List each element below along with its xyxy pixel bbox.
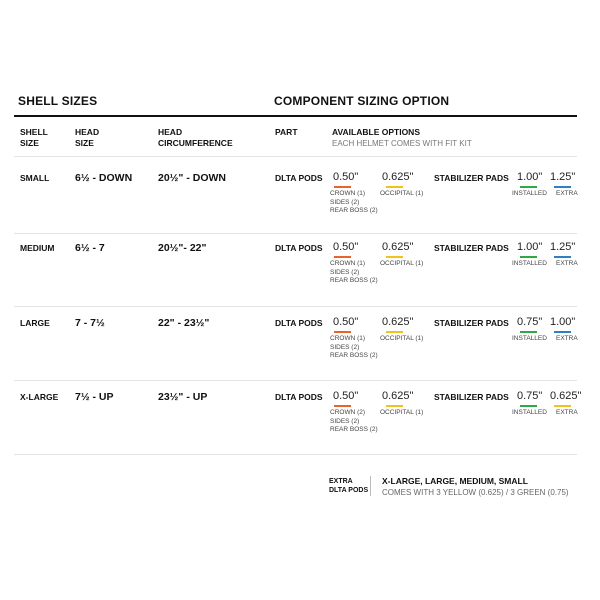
stab-option-2-note: EXTRA	[556, 335, 578, 342]
stab-option-2-note: EXTRA	[556, 260, 578, 267]
col-part: PART	[275, 127, 298, 137]
stab-option-2-color	[554, 331, 571, 333]
pod-note-line: CROWN (1)	[330, 190, 366, 197]
pod-option-1-note	[330, 409, 378, 435]
stab-option-1-color	[520, 186, 537, 188]
bottom-rule	[14, 454, 577, 455]
extra-desc: COMES WITH 3 YELLOW (0.625) / 3 GREEN (0.75)	[382, 488, 569, 497]
stab-option-2-note: EXTRA	[556, 190, 578, 197]
col-shell-size-line2: SIZE	[20, 138, 39, 148]
pod-option-2-color	[386, 186, 403, 188]
pod-option-1: 0.50"	[333, 316, 359, 328]
col-head-size-line2: SIZE	[75, 138, 94, 148]
col-head-circ	[158, 127, 233, 149]
stab-option-1-color	[520, 256, 537, 258]
pod-note-line: REAR BOSS (2)	[330, 352, 378, 359]
stab-option-1-color	[520, 405, 537, 407]
pod-note-line: REAR BOSS (2)	[330, 207, 378, 214]
stab-option-2: 1.25"	[550, 171, 576, 183]
row-stabilizer: STABILIZER PADS	[434, 243, 509, 253]
pod-option-2: 0.625"	[382, 390, 414, 402]
pod-option-2-note: OCCIPITAL (1)	[380, 409, 424, 416]
stab-option-2-color	[554, 186, 571, 188]
table-row	[0, 243, 600, 313]
col-shell-size	[20, 127, 48, 149]
stab-option-1: 0.75"	[517, 316, 543, 328]
pod-option-2: 0.625"	[382, 171, 414, 183]
row-head-circ: 20½"- 22"	[158, 242, 207, 254]
pod-option-2-color	[386, 405, 403, 407]
row-head-size: 6½ - 7	[75, 242, 105, 254]
stab-option-2: 1.00"	[550, 316, 576, 328]
pod-note-line: CROWN (1)	[330, 335, 366, 342]
stab-option-1-color	[520, 331, 537, 333]
stab-option-2: 1.25"	[550, 241, 576, 253]
pod-option-1-note	[330, 190, 378, 216]
row-shell-size: SMALL	[20, 173, 50, 183]
stab-option-2-color	[554, 405, 571, 407]
row-head-size: 7½ - UP	[75, 391, 114, 403]
pod-option-1: 0.50"	[333, 390, 359, 402]
row-head-circ: 22" - 23½"	[158, 317, 210, 329]
pod-option-1-color	[334, 405, 351, 407]
shell-sizes-heading: SHELL SIZES	[18, 94, 98, 108]
extra-label-line2: DLTA PODS	[329, 487, 369, 494]
pod-note-line: REAR BOSS (2)	[330, 277, 378, 284]
row-shell-size: MEDIUM	[20, 243, 55, 253]
component-sizing-heading: COMPONENT SIZING OPTION	[274, 94, 450, 108]
row-part: DLTA PODS	[275, 243, 323, 253]
row-rule	[14, 380, 577, 381]
stab-option-2-color	[554, 256, 571, 258]
stab-option-1: 1.00"	[517, 241, 543, 253]
pod-option-2-color	[386, 256, 403, 258]
col-head-circ-line2: CIRCUMFERENCE	[158, 138, 233, 148]
row-head-size: 6½ - DOWN	[75, 172, 133, 184]
extra-label-line1: EXTRA	[329, 478, 353, 485]
stab-option-1: 0.75"	[517, 390, 543, 402]
col-shell-size-line1: SHELL	[20, 127, 48, 137]
pod-note-line: SIDES (2)	[330, 343, 360, 351]
row-part: DLTA PODS	[275, 392, 323, 402]
extra-sizes: X-LARGE, LARGE, MEDIUM, SMALL	[382, 476, 528, 486]
stab-option-2: 0.625"	[550, 390, 582, 402]
table-row	[0, 392, 600, 462]
header-rule	[14, 156, 577, 157]
extra-label	[329, 477, 368, 495]
col-available-sub: EACH HELMET COMES WITH FIT KIT	[332, 139, 472, 148]
row-stabilizer: STABILIZER PADS	[434, 173, 509, 183]
row-shell-size: X-LARGE	[20, 392, 59, 402]
stab-option-1-note: INSTALLED	[512, 260, 547, 267]
pod-note-line: SIDES (2)	[330, 268, 360, 276]
table-row	[0, 318, 600, 388]
col-head-circ-line1: HEAD	[158, 127, 183, 137]
row-head-size: 7 - 7½	[75, 317, 105, 329]
pod-option-1: 0.50"	[333, 171, 359, 183]
pod-option-2: 0.625"	[382, 241, 414, 253]
row-stabilizer: STABILIZER PADS	[434, 318, 509, 328]
row-part: DLTA PODS	[275, 173, 323, 183]
col-head-size	[75, 127, 99, 149]
stab-option-1-note: INSTALLED	[512, 190, 547, 197]
pod-option-1-note	[330, 335, 378, 361]
row-stabilizer: STABILIZER PADS	[434, 392, 509, 402]
pod-note-line: CROWN (2)	[330, 409, 366, 416]
pod-note-line: SIDES (2)	[330, 417, 360, 425]
pod-option-1-color	[334, 331, 351, 333]
stab-option-1-note: INSTALLED	[512, 409, 547, 416]
row-shell-size: LARGE	[20, 318, 50, 328]
pod-note-line: SIDES (2)	[330, 198, 360, 206]
heading-divider	[14, 115, 577, 117]
pod-option-2-note: OCCIPITAL (1)	[380, 190, 424, 197]
stab-option-2-note: EXTRA	[556, 409, 578, 416]
stab-option-1: 1.00"	[517, 171, 543, 183]
pod-note-line: CROWN (1)	[330, 260, 366, 267]
pod-option-1: 0.50"	[333, 241, 359, 253]
row-head-circ: 20½" - DOWN	[158, 172, 226, 184]
pod-option-1-note	[330, 260, 378, 286]
pod-option-1-color	[334, 256, 351, 258]
col-available: AVAILABLE OPTIONS	[332, 127, 420, 137]
col-head-size-line1: HEAD	[75, 127, 100, 137]
pod-option-1-color	[334, 186, 351, 188]
row-part: DLTA PODS	[275, 318, 323, 328]
pod-note-line: REAR BOSS (2)	[330, 426, 378, 433]
row-rule	[14, 306, 577, 307]
pod-option-2-note: OCCIPITAL (1)	[380, 335, 424, 342]
row-rule	[14, 233, 577, 234]
pod-option-2-note: OCCIPITAL (1)	[380, 260, 424, 267]
extra-divider	[370, 476, 371, 496]
stab-option-1-note: INSTALLED	[512, 335, 547, 342]
pod-option-2-color	[386, 331, 403, 333]
pod-option-2: 0.625"	[382, 316, 414, 328]
row-head-circ: 23½" - UP	[158, 391, 208, 403]
